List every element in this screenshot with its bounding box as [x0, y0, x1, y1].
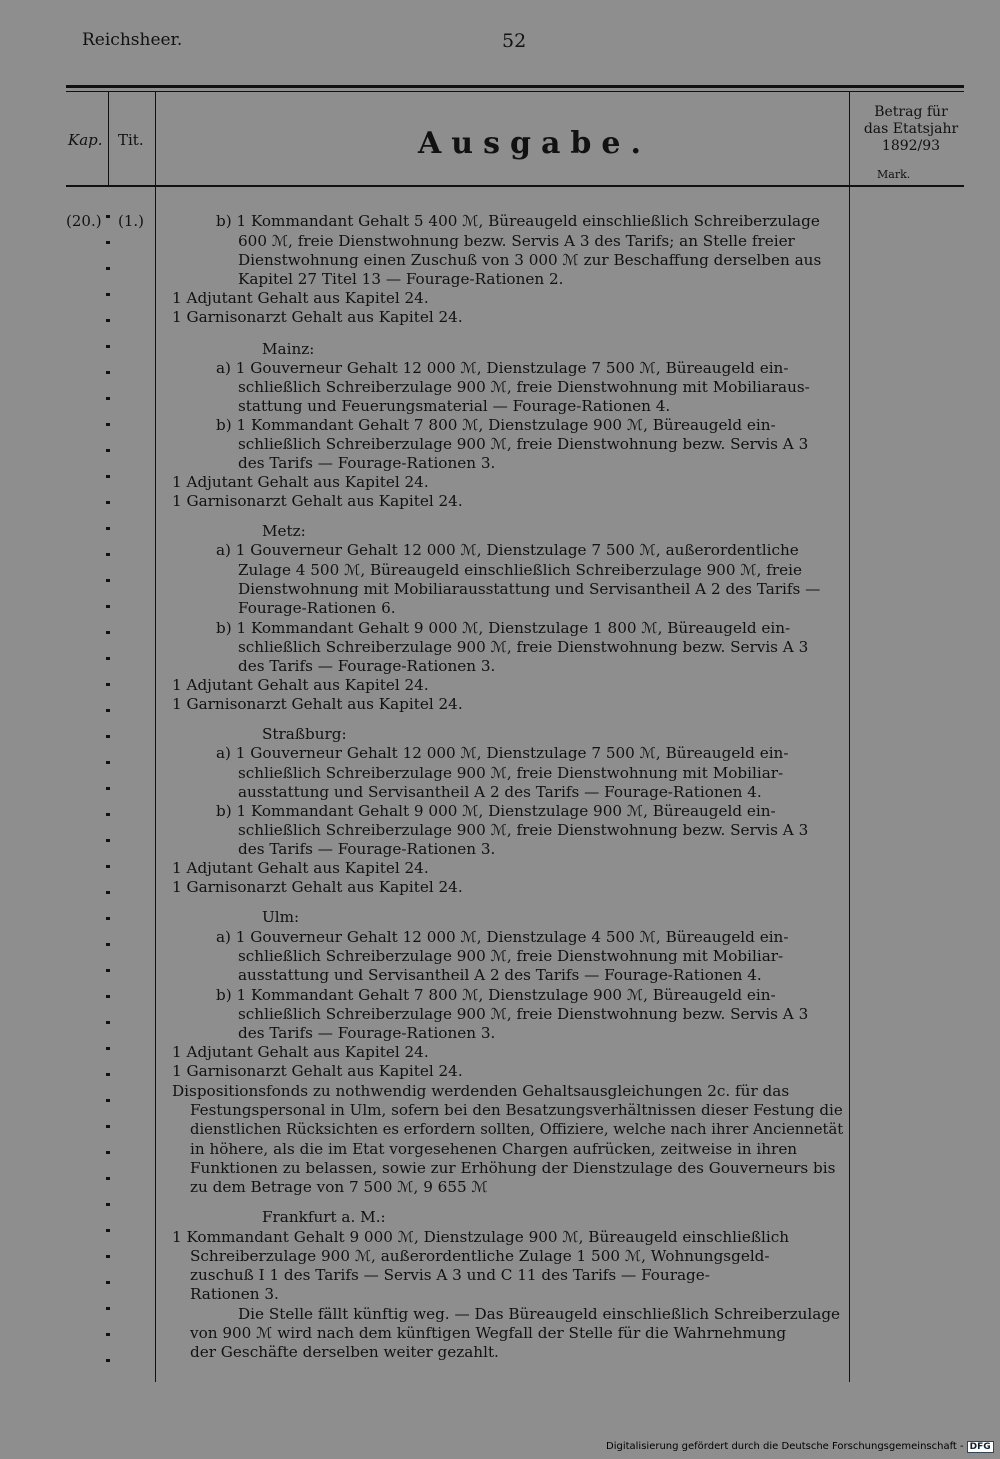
text-line: schließlich Schreiberzulage 900 ℳ, freie Dienstwohnung mit Mobiliaraus- [238, 378, 810, 396]
table-top-rule-thin [66, 91, 964, 92]
text-line: a) 1 Gouverneur Gehalt 12 000 ℳ, Dienstzulage 7 500 ℳ, Büreaugeld ein- [216, 359, 789, 377]
text-line: 600 ℳ, freie Dienstwohnung bezw. Servis A 3 des Tarifs; an Stelle freier [238, 232, 795, 250]
column-header-tit: Tit. [118, 131, 144, 149]
body-rule-text [155, 187, 156, 1382]
table-top-rule [66, 85, 964, 88]
text-line: dienstlichen Rücksichten es erfordern sollten, Offiziere, welche nach ihrer Anciennetät [190, 1120, 844, 1138]
column-header-kap: Kap. [68, 131, 103, 149]
dfg-logo: DFG [967, 1441, 994, 1453]
text-line: 1 Garnisonarzt Gehalt aus Kapitel 24. [172, 492, 463, 510]
text-line: a) 1 Gouverneur Gehalt 12 000 ℳ, Dienstzulage 4 500 ℳ, Büreaugeld ein- [216, 928, 789, 946]
page-number: 52 [502, 30, 527, 52]
text-line: des Tarifs — Fourage-Rationen 3. [238, 1024, 496, 1042]
text-line: schließlich Schreiberzulage 900 ℳ, freie Dienstwohnung bezw. Servis A 3 [238, 638, 809, 656]
text-line: Ulm: [262, 908, 300, 926]
column-unit-mark: Mark. [877, 168, 911, 181]
body-rule-betrag [849, 187, 850, 1382]
text-line: Kapitel 27 Titel 13 — Fourage-Rationen 2. [238, 270, 564, 288]
header-bottom-rule [66, 185, 964, 187]
text-line: schließlich Schreiberzulage 900 ℳ, freie Dienstwohnung bezw. Servis A 3 [238, 821, 809, 839]
row-tit-number: (1.) [118, 212, 145, 230]
text-line: 1 Garnisonarzt Gehalt aus Kapitel 24. [172, 878, 463, 896]
text-line: des Tarifs — Fourage-Rationen 3. [238, 840, 496, 858]
text-line: Festungspersonal in Ulm, sofern bei den Besatzungsverhältnissen dieser Festung die [190, 1101, 843, 1119]
column-rule-tit [155, 91, 156, 187]
text-line: b) 1 Kommandant Gehalt 5 400 ℳ, Büreaugeld einschließlich Schreiberzulage [216, 212, 820, 230]
text-line: stattung und Feuerungsmaterial — Fourage-Rationen 4. [238, 397, 671, 415]
footer-text: Digitalisierung gefördert durch die Deutsche Forschungsgemeinschaft - [606, 1441, 964, 1452]
text-line: b) 1 Kommandant Gehalt 9 000 ℳ, Dienstzulage 900 ℳ, Büreaugeld ein- [216, 802, 776, 820]
text-line: zuschuß I 1 des Tarifs — Servis A 3 und C 11 des Tarifs — Fourage- [190, 1266, 710, 1284]
row-kap-number: (20.) [66, 212, 102, 230]
column-rule-kap [108, 91, 109, 187]
text-line: ausstattung und Servisantheil A 2 des Tarifs — Fourage-Rationen 4. [238, 783, 762, 801]
text-line: Straßburg: [262, 725, 347, 743]
text-line: Mainz: [262, 340, 315, 358]
text-line: Frankfurt a. M.: [262, 1208, 386, 1226]
text-line: zu dem Betrage von 7 500 ℳ, 9 655 ℳ [190, 1178, 488, 1196]
text-line: Dispositionsfonds zu nothwendig werdenden Gehaltsausgleichungen 2c. für das [172, 1082, 790, 1100]
column-rule-betrag [849, 91, 850, 187]
text-line: ausstattung und Servisantheil A 2 des Tarifs — Fourage-Rationen 4. [238, 966, 762, 984]
text-line: Funktionen zu belassen, sowie zur Erhöhung der Dienstzulage des Gouverneurs bis [190, 1159, 836, 1177]
text-line: schließlich Schreiberzulage 900 ℳ, freie Dienstwohnung mit Mobiliar- [238, 947, 784, 965]
text-line: 1 Adjutant Gehalt aus Kapitel 24. [172, 473, 429, 491]
text-line: 1 Adjutant Gehalt aus Kapitel 24. [172, 859, 429, 877]
text-line: 1 Kommandant Gehalt 9 000 ℳ, Dienstzulage 900 ℳ, Büreaugeld einschließlich [172, 1228, 789, 1246]
text-line: des Tarifs — Fourage-Rationen 3. [238, 454, 496, 472]
column-header-betrag [852, 104, 970, 155]
text-line: 1 Adjutant Gehalt aus Kapitel 24. [172, 289, 429, 307]
text-line: Die Stelle fällt künftig weg. — Das Büreaugeld einschließlich Schreiberzulage [238, 1305, 841, 1323]
text-line: Metz: [262, 522, 306, 540]
text-line: schließlich Schreiberzulage 900 ℳ, freie Dienstwohnung bezw. Servis A 3 [238, 435, 809, 453]
text-line: 1 Adjutant Gehalt aus Kapitel 24. [172, 1043, 429, 1061]
text-line: Fourage-Rationen 6. [238, 599, 396, 617]
text-line: schließlich Schreiberzulage 900 ℳ, freie Dienstwohnung bezw. Servis A 3 [238, 1005, 809, 1023]
text-line: 1 Adjutant Gehalt aus Kapitel 24. [172, 676, 429, 694]
column-header-ausgabe: Ausgabe. [418, 126, 651, 161]
text-line: a) 1 Gouverneur Gehalt 12 000 ℳ, Dienstzulage 7 500 ℳ, außerordentliche [216, 541, 799, 559]
text-line: Zulage 4 500 ℳ, Büreaugeld einschließlich Schreiberzulage 900 ℳ, freie [238, 561, 802, 579]
text-line: 1 Garnisonarzt Gehalt aus Kapitel 24. [172, 695, 463, 713]
running-head: Reichsheer. [82, 30, 183, 50]
text-line: schließlich Schreiberzulage 900 ℳ, freie Dienstwohnung mit Mobiliar- [238, 764, 784, 782]
betrag-line-1: Betrag für [874, 104, 948, 120]
text-line: b) 1 Kommandant Gehalt 7 800 ℳ, Dienstzulage 900 ℳ, Büreaugeld ein- [216, 416, 776, 434]
text-line: a) 1 Gouverneur Gehalt 12 000 ℳ, Dienstzulage 7 500 ℳ, Büreaugeld ein- [216, 744, 789, 762]
tit-column-dotted-rule [106, 215, 110, 1385]
text-line: Rationen 3. [190, 1285, 279, 1303]
betrag-line-3: 1892/93 [881, 138, 941, 154]
text-line: der Geschäfte derselben weiter gezahlt. [190, 1343, 499, 1361]
text-line: Dienstwohnung einen Zuschuß von 3 000 ℳ zur Beschaffung derselben aus [238, 251, 822, 269]
digitization-footer [606, 1441, 994, 1453]
betrag-line-2: das Etatsjahr [863, 121, 959, 137]
text-line: 1 Garnisonarzt Gehalt aus Kapitel 24. [172, 308, 463, 326]
text-line: des Tarifs — Fourage-Rationen 3. [238, 657, 496, 675]
text-line: b) 1 Kommandant Gehalt 9 000 ℳ, Dienstzulage 1 800 ℳ, Büreaugeld ein- [216, 619, 791, 637]
text-line: 1 Garnisonarzt Gehalt aus Kapitel 24. [172, 1062, 463, 1080]
text-line: Schreiberzulage 900 ℳ, außerordentliche Zulage 1 500 ℳ, Wohnungsgeld- [190, 1247, 770, 1265]
text-line: Dienstwohnung mit Mobiliarausstattung und Servisantheil A 2 des Tarifs — [238, 580, 821, 598]
text-line: von 900 ℳ wird nach dem künftigen Wegfall der Stelle für die Wahrnehmung [190, 1324, 787, 1342]
text-line: b) 1 Kommandant Gehalt 7 800 ℳ, Dienstzulage 900 ℳ, Büreaugeld ein- [216, 986, 776, 1004]
text-line: in höhere, als die im Etat vorgesehenen Chargen aufrücken, zeitweise in ihren [190, 1140, 798, 1158]
